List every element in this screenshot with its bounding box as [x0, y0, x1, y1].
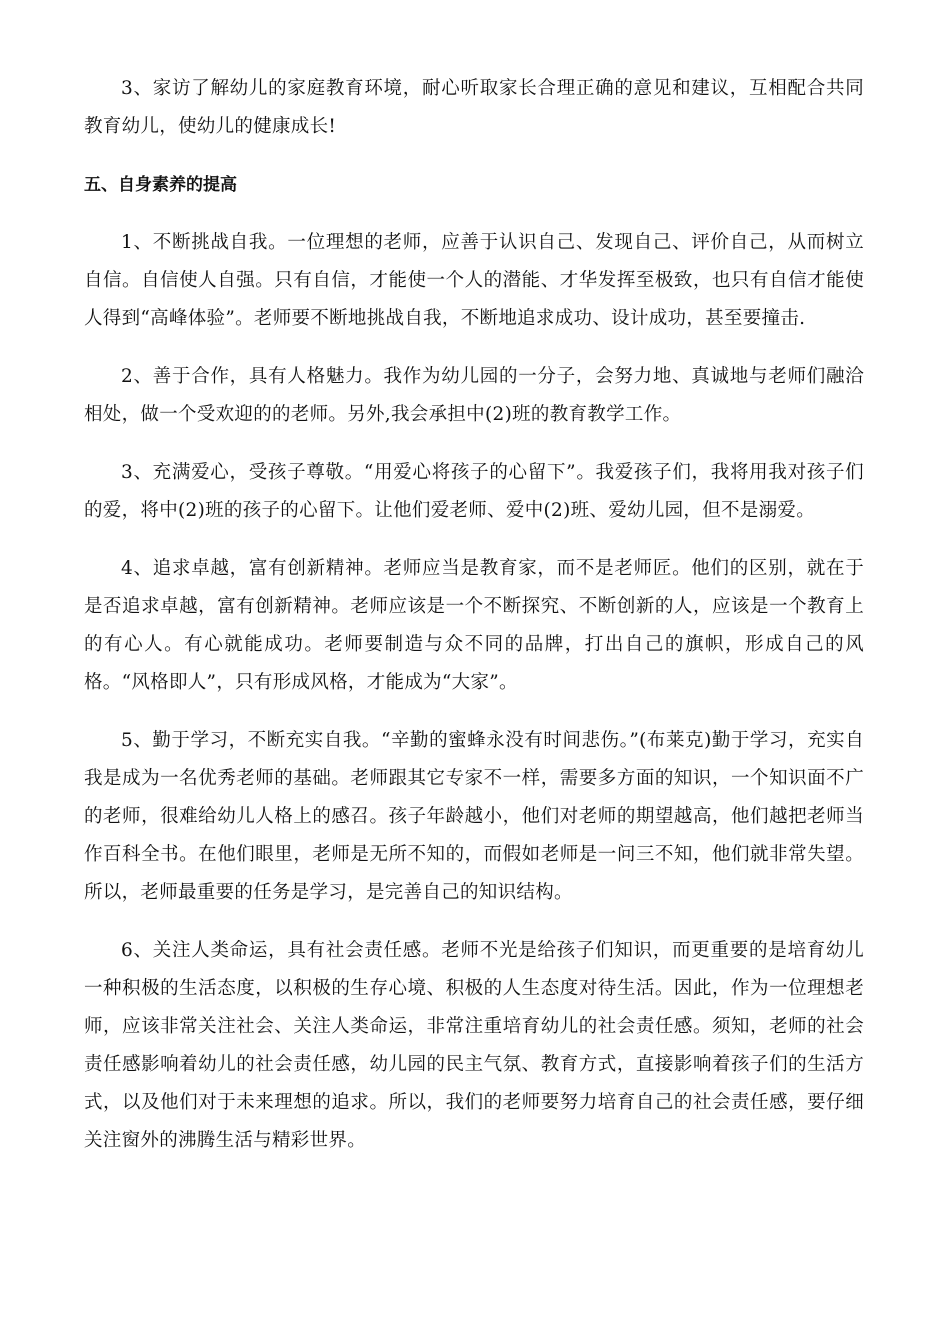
paragraph-6: 6、关注人类命运，具有社会责任感。老师不光是给孩子们知识，而更重要的是培育幼儿一种积极的生活态度，以积极的生存心境、积极的人生态度对待生活。因此，作为一位理想老师，应该非常关注社会、关注人类命运，非常注重培育幼儿的社会责任感。须知，老师的社会责任感影响着幼儿的社会责任感，幼儿园的民主气氛、教育方式，直接影响着孩子们的生活方式，以及他们对于未来理想的追求。所以，我们的老师要努力培育自己的社会责任感，要仔细关注窗外的沸腾生活与精彩世界。 — [84, 940, 864, 1151]
paragraph-2: 2、善于合作，具有人格魅力。我作为幼儿园的一分子，会努力地、真诚地与老师们融洽相处，做一个受欢迎的的老师。另外,我会承担中(2)班的教育教学工作。 — [84, 366, 864, 425]
paragraph-3: 3、充满爱心，受孩子尊敬。“用爱心将孩子的心留下”。我爱孩子们，我将用我对孩子们的爱，将中(2)班的孩子的心留下。让他们爱老师、爱中(2)班、爱幼儿园，但不是溺爱。 — [84, 462, 864, 521]
document-body — [84, 70, 864, 1180]
intro-paragraph: 3、家访了解幼儿的家庭教育环境，耐心听取家长合理正确的意见和建议，互相配合共同教育幼儿，使幼儿的健康成长! — [84, 78, 864, 137]
paragraph-1: 1、不断挑战自我。一位理想的老师，应善于认识自己、发现自己、评价自己，从而树立自信。自信使人自强。只有自信，才能使一个人的潜能、才华发挥至极致，也只有自信才能使人得到“高峰体验”。老师要不断地挑战自我，不断地追求成功、设计成功，甚至要撞击. — [84, 232, 864, 329]
paragraph-5: 5、勤于学习，不断充实自我。“辛勤的蜜蜂永没有时间悲伤。”(布莱克)勤于学习，充实自我是成为一名优秀老师的基础。老师跟其它专家不一样，需要多方面的知识，一个知识面不广的老师，很难给幼儿人格上的感召。孩子年龄越小，他们对老师的期望越高，他们越把老师当作百科全书。在他们眼里，老师是无所不知的，而假如老师是一问三不知，他们就非常失望。所以，老师最重要的任务是学习，是完善自己的知识结构。 — [84, 730, 864, 903]
paragraph-4: 4、追求卓越，富有创新精神。老师应当是教育家，而不是老师匠。他们的区别，就在于是否追求卓越，富有创新精神。老师应该是一个不断探究、不断创新的人，应该是一个教育上的有心人。有心就能成功。老师要制造与众不同的品牌，打出自己的旗帜，形成自己的风格。“风格即人”，只有形成风格，才能成为“大家”。 — [84, 558, 864, 693]
section-heading: 五、自身素养的提高 — [84, 175, 237, 195]
